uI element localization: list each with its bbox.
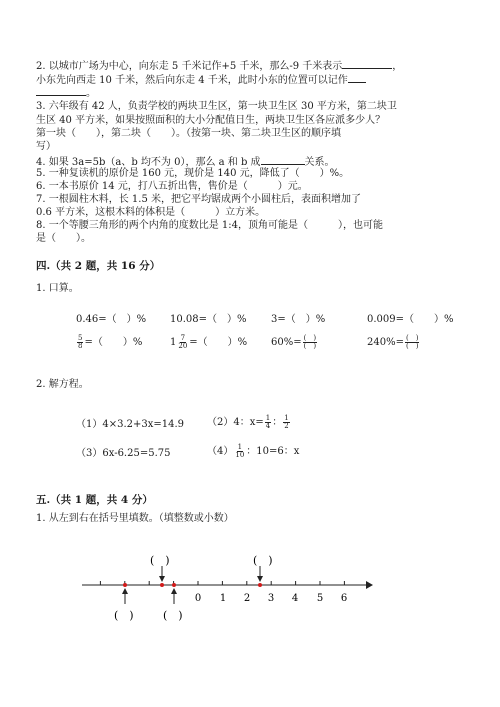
- fraction: $\frac{1}{2}$: [284, 414, 289, 430]
- equation-3: （3）6x-6.25=5.75: [76, 448, 171, 459]
- fraction: $\frac{( )}{( )}$: [405, 334, 419, 350]
- arrow-down-1: [159, 566, 165, 582]
- marked-point-3: [172, 583, 176, 587]
- arrow-up-1: [122, 588, 128, 604]
- equation-1: （1）4×3.2+3x=14.9: [76, 419, 185, 430]
- oral-item-2: 10.08=（ ）%: [170, 314, 247, 325]
- problem-2-line-2: 小东先向西走 10 千米，然后向东走 4 千米，此时小东的位置可以记作: [36, 72, 366, 88]
- problem-3-line-3: 第一块（ ），第二块（ ）。（按第一块、第二块卫生区的顺序填: [36, 128, 341, 139]
- tick-label-6: 6: [340, 593, 348, 604]
- problem-4: 4. 如果 3a=5b（a、b 均不为 0），那么 a 和 b 成 关系。: [36, 154, 335, 170]
- answer-bracket-bottom-1[interactable]: ( ): [114, 609, 134, 622]
- problem-3-line-1: 3. 六年级有 42 人，负责学校的两块卫生区，第一块卫生区 30 平方米，第二块卫: [36, 101, 397, 112]
- problem-8-line-1: 8. 一个等腰三角形的两个内角的度数比是 1:4，顶角可能是（ ），也可能: [36, 220, 383, 231]
- arrow-down-2: [257, 566, 263, 582]
- problem-3-line-4: 写）: [36, 141, 56, 152]
- tick-label-1: 1: [219, 593, 227, 604]
- answer-blank[interactable]: [348, 72, 366, 83]
- section-4-heading: 四.（共 2 题，共 16 分）: [36, 260, 161, 272]
- answer-bracket-top-2[interactable]: ( ): [253, 554, 273, 567]
- number-line-ticks: [100, 581, 344, 585]
- problem-7-line-2: 0.6 平方米，这根木料的体积是（ ）立方米。: [36, 207, 266, 218]
- problem-8-line-2: 是（ ）。: [36, 233, 91, 244]
- oral-item-7: 60%= $\frac{( )}{( )}$: [271, 334, 317, 350]
- marked-point-1: [123, 583, 127, 587]
- fraction: $\frac{5}{8}$: [78, 334, 83, 350]
- oral-item-8: 240%= $\frac{( )}{( )}$: [367, 334, 419, 350]
- number-line-labels: [195, 593, 347, 604]
- tick-label-3: 3: [267, 593, 275, 604]
- problem-6: 6. 一本书原价 14 元，打八五折出售，售价是（ ）元。: [36, 181, 308, 192]
- oral-item-5: $\frac{5}{8}$ =（ ）%: [78, 334, 143, 350]
- problem-5: 5. 一种复读机的原价是 160 元，现价是 140 元，降低了（ ）%。: [36, 168, 350, 179]
- fraction: $\frac{( )}{( )}$: [303, 334, 317, 350]
- answer-blank[interactable]: [36, 85, 86, 96]
- number-line-arrow: [366, 581, 373, 589]
- section-5-q1-title: 1. 从左到右在括号里填数。（填整数或小数）: [36, 513, 234, 524]
- tick-label-2: 2: [243, 593, 251, 604]
- oral-item-4: 0.009=（ ）%: [367, 314, 454, 325]
- tick-label-5: 5: [316, 593, 324, 604]
- section-4-q1-title: 1. 口算。: [36, 283, 79, 294]
- section-4-q2-title: 2. 解方程。: [36, 379, 89, 390]
- section-5-heading: 五.（共 1 题，共 4 分）: [36, 494, 153, 506]
- arrow-up-2: [171, 588, 177, 604]
- oral-item-3: 3=（ ）%: [271, 314, 326, 325]
- fraction: $\frac{1}{10}$: [235, 443, 245, 459]
- number-line: [0, 540, 500, 700]
- marked-point-4: [258, 583, 262, 587]
- answer-bracket-top-1[interactable]: ( ): [150, 554, 170, 567]
- fraction: $\frac{7}{20}$: [178, 334, 188, 350]
- oral-item-1: 0.46=（ ）%: [76, 314, 147, 325]
- marked-point-2: [160, 583, 164, 587]
- problem-3-line-2: 生区 40 平方米，如果按照面积的大小分配值日生，两块卫生区各应派多少人？: [36, 115, 386, 126]
- tick-label-4: 4: [291, 593, 299, 604]
- equation-2: （2）4：x= $\frac{1}{4}$ ： $\frac{1}{2}$: [207, 414, 289, 430]
- answer-bracket-bottom-2[interactable]: ( ): [163, 609, 183, 622]
- fraction: $\frac{1}{4}$: [265, 414, 271, 430]
- problem-2-line-1: 2. 以城市广场为中心，向东走 5 千米记作+5 千米，那么-9 千米表示 ，: [36, 58, 402, 74]
- answer-blank[interactable]: [261, 154, 305, 165]
- tick-label-0: 0: [194, 593, 202, 604]
- equation-4: （4） $\frac{1}{10}$ ：10=6：x: [207, 443, 300, 459]
- answer-blank[interactable]: [342, 58, 392, 69]
- problem-2-line-3: 。: [36, 85, 96, 101]
- problem-7-line-1: 7. 一根圆柱木料，长 1.5 米，把它平均锯成两个小圆柱后，表面积增加了: [36, 194, 361, 205]
- oral-item-6: 1 $\frac{7}{20}$ =（ ）%: [170, 334, 248, 350]
